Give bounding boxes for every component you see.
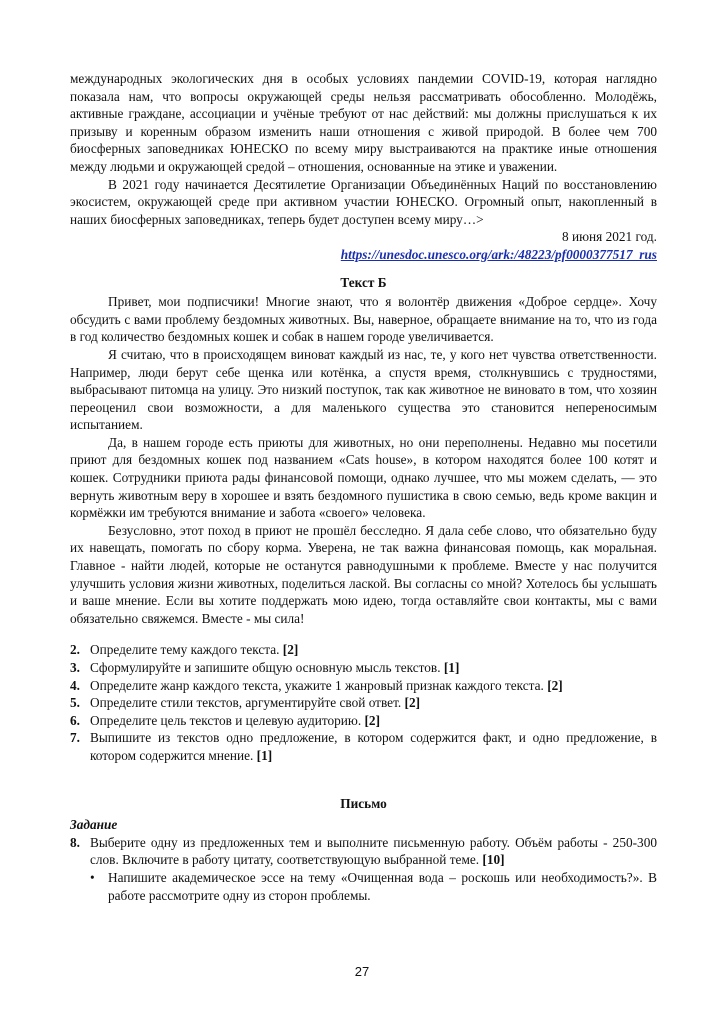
text-b-heading: Текст Б	[340, 274, 387, 290]
intro-paragraph: международных экологических дня в особых условиях пандемии COVID-19, которая наглядно показала нам, что вопросы окружающей среды нельзя рассматривать обособленно. Молодёжь, активные граждане, ассоциации и учёные требуют от нас действий: мы должны прислушаться к их призыву и коренным образом изменить наши отношения с живой природой. В более чем 700 биосферных заповедниках ЮНЕСКО по всему миру выстраиваются на практике иные отношения между людьми и окружающей средой – отношения, основанные на этике и уважении.	[70, 71, 657, 174]
source-link[interactable]: https://unesdoc.unesco.org/ark:/48223/pf0000377517_rus	[340, 246, 657, 262]
unesco-paragraph: В 2021 году начинается Десятилетие Организации Объединённых Наций по восстановлению экосистем, окружающей среде при активном участии ЮНЕСКО. Огромный опыт, накопленный в наших биосферных заповедниках, теперь будет доступен всему миру…>	[70, 176, 657, 227]
writing-task-list	[70, 834, 657, 869]
text-b-paragraph-2: Я считаю, что в происходящем виноват каждый из нас, те, у кого нет чувства ответственности. Например, люди берут себе щенка или котёнка, а спустя время, столкнувшись с трудностями, выбрасывают питомца на улицу. Это низкий поступок, так как животное не виновато в том, что хозяин переоценил свои возможности, а для маленького существа это становится непереносимым испытанием.	[70, 346, 657, 433]
essay-topic-list	[70, 869, 657, 904]
task-list	[70, 641, 657, 764]
task-item: 4. Определите жанр каждого текста, укажите 1 жанровый признак каждого текста. [2]	[70, 677, 563, 693]
bullet-icon: •	[90, 869, 95, 885]
task-label: Задание	[70, 817, 118, 833]
task-item: 3. Сформулируйте и запишите общую основную мысль текстов. [1]	[70, 660, 460, 675]
task-item: 5. Определите стили текстов, аргументируйте свой ответ. [2]	[70, 695, 421, 711]
text-b-paragraph-1: Привет, мои подписчики! Многие знают, что я волонтёр движения «Доброе сердце». Хочу обсудить с вами проблему бездомных животных. Вы, наверное, обращаете внимание на то, что из года в год количество бездомных кошек и собак в нашем городе увеличивается.	[70, 294, 657, 345]
text-b-paragraph-3: Да, в нашем городе есть приюты для животных, но они переполнены. Недавно мы посетили приют для бездомных кошек под названием «Cats house», в котором находятся более 100 котят и кошек. Сотрудники приюта рады финансовой помощи, однако лучшее, что мы можем сделать, — это вернуть животным веру в хорошее и взять бездомного пушистика в свою семью, ведь кроме вакцин и кормёжки им требуются внимание и забота «своего» человека.	[70, 434, 657, 521]
task-item: 2. Определите тему каждого текста. [2]	[70, 642, 299, 658]
task-item: 7. Выпишите из текстов одно предложение, в котором содержится факт, и одно предложение, в котором содержится мнение. [1]	[70, 730, 657, 763]
page-number: 27	[354, 964, 370, 979]
essay-topic-item: • Напишите академическое эссе на тему «Очищенная вода – роскошь или необходимость?». В работе рассмотрите одну из сторон проблемы.	[90, 869, 657, 903]
source-date: 8 июня 2021 год.	[562, 229, 657, 245]
document-page	[70, 70, 657, 904]
writing-heading: Письмо	[340, 795, 387, 811]
task-item: 8. Выберите одну из предложенных тем и выполните письменную работу. Объём работы - 250-300 слов. Включите в работу цитату, соответствующую выбранной теме. [10]	[70, 834, 657, 868]
task-item: 6. Определите цель текстов и целевую аудиторию. [2]	[70, 712, 381, 728]
text-b-paragraph-4: Безусловно, этот поход в приют не прошёл бесследно. Я дала себе слово, что обязательно буду их навещать, помогать по сбору корма. Уверена, не так важна финансовая помощь, как моральная. Главное - найти людей, которые не останутся равнодушными к проблеме. Вместе у нас получится улучшить условия жизни животных, поделиться лаской. Вы согласны со мной? Хотелось бы услышать и ваше мнение. Если вы хотите поддержать мою идею, тогда оставляйте свои контакты, мы с вами обязательно свяжемся. Вместе - мы сила!	[70, 522, 657, 626]
